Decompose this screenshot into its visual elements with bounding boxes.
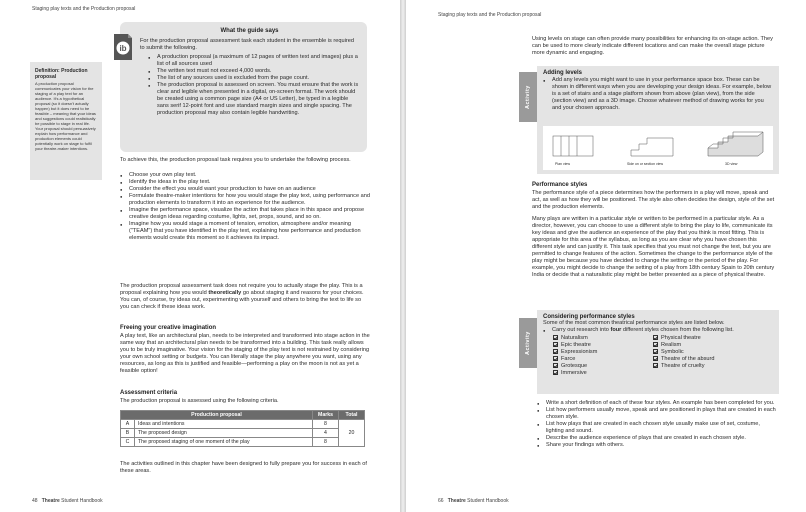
page-number: 48 [32, 498, 38, 504]
style-option [553, 356, 653, 363]
style-option [553, 349, 653, 356]
task-text: different styles chosen from the following list. [621, 327, 734, 333]
style-option [553, 363, 653, 370]
criteria-header: Total [339, 411, 365, 420]
considering-task [543, 327, 773, 334]
activity-title: Adding levels [543, 70, 583, 76]
assessment-text: go about staging it and reasons for your choices. You can, of course, try ideas out, experimenting with yourself and others to bring the text to life so you can check if these ideas work. [120, 290, 364, 310]
checkbox-icon [553, 349, 558, 354]
page-number: 66 [438, 498, 444, 504]
assessment-paragraph [120, 283, 370, 311]
checkbox-icon [553, 363, 558, 368]
task-item: ● Describe the audience experience of plays that are created in each chosen style. [537, 435, 777, 442]
styles-paragraph-1: The performance style of a piece determines how the performers in a play will move, speak and act, as well as how they will be positioned. The style also often decides the design, style of the set and the production elements. [532, 190, 775, 210]
checkbox-icon [553, 356, 558, 361]
checkbox-icon [653, 363, 658, 368]
checkbox-icon [653, 335, 658, 340]
process-item: ● Imagine how you would stage a moment of tension, emotion, atmosphere and/or meaning ("TEAM") that you have identified in the play text, explaining how performance and production elements would create this moment so it achieves its impact. [120, 221, 370, 242]
ib-guide-icon [112, 32, 134, 62]
guide-intro: For the production proposal assessment task each student in the ensemble is required to submit the following. [140, 38, 354, 51]
freeing-text: A play text, like an architectural plan, needs to be interpreted and transformed into stage action in the same way that an architectural plan needs to be transformed into a building. This task really allows you to be truly imaginative. Your vision for the staging of the play text is not restrained by considering your own school setting or budgets. You can literally stage the play anywhere you want, using any resources, as long as this is justified and feasible—performing a play on the moon is not as yet a feasible option! [120, 333, 370, 374]
right-page [406, 0, 806, 512]
levels-intro: Using levels on stage can often provide many possibilities for enhancing its on-stage action. They can be used to more clearly indicate different locations and can make the overall stage picture more dynamic and engaging. [532, 36, 773, 56]
style-option [553, 335, 653, 342]
guide-item: ● A production proposal (a maximum of 12 pages of written text and images) plus a list of all sources used [148, 54, 359, 68]
page-footer [32, 498, 103, 504]
guide-item: ● The list of any sources used is excluded from the page count. [148, 75, 359, 82]
levels-figure [543, 126, 773, 170]
style-option [653, 342, 715, 349]
assessment-emphasis: theoretically [208, 290, 242, 296]
definition-text: A production proposal communicates your vision for the staging of a play text for an audience. It's a hypothetical proposal (so it doesn't actually happen) but it does need to be feasible – meaning that your ideas and suggestions could realistically be possible to stage in real life. Your proposal should persuasively explain how performance and production elements could potentially work on stage to fulfil your theatre-maker intentions. [35, 81, 96, 151]
caption-section: Side on or section view [627, 162, 663, 166]
book-title: Student Handbook [465, 498, 509, 504]
styles-paragraph-2: Many plays are written in a particular style or written to be performed in a particular style. As a director, however, you can choose to use a different style to bring the play to life, communicate its key ideas and give the audience an experience of the play that you think is most fitting. This is appropriate for this area of the syllabus, as long as you are clear why you have chosen this different style and can justify it. This task specifies that you must not change the text, but you are permitted to change features of the action. Sometimes the change to the performance style of the play might be because you have decided to change the setting or the period of the play. For example, you might decide to change the setting of a play from 18th century Spain to 20th century India or decide that a naturalistic play might be better presented as a piece of physical theatre. [532, 216, 775, 278]
style-label: Realism [661, 342, 682, 348]
checkbox-icon [553, 342, 558, 347]
definition-term: Definition: Production proposal [35, 68, 88, 80]
styles-checklist [543, 335, 773, 377]
guide-item: ● The production proposal is assessed on screen. You must ensure that the work is clear and legible when presented in a digital, on-screen format. The work should be created using a common page size (A4 or US Letter), be typed in a legible sans serif 12-point font and use standard margin sizes and single spacing. The production proposal may also contain legible handwriting. [148, 82, 359, 117]
criterion-label: Ideas and intentions [135, 420, 313, 429]
process-item: ● Identify the ideas in the play text. [120, 179, 370, 186]
guide-box [120, 22, 367, 152]
activity-box-styles [537, 310, 779, 394]
style-label: Theatre of cruelty [661, 363, 705, 369]
table-row [121, 420, 365, 429]
style-option [553, 370, 653, 377]
criteria-header: Production proposal [121, 411, 313, 420]
style-label: Grotesque [561, 363, 588, 369]
criteria-table [120, 410, 365, 447]
style-label: Theatre of the absurd [661, 356, 715, 362]
style-label: Expressionism [561, 349, 598, 355]
process-item: ● Consider the effect you would want your production to have on an audience [120, 186, 370, 193]
process-item: ● Imagine the performance space, visualize the action that takes place in this space and propose creative design ideas regarding costume, lights, set, props, sound, and so on. [120, 207, 370, 221]
caption-plan: Plan view [555, 162, 570, 166]
levels-item: ● Add any levels you might want to use in your performance space box. These can be shown in different ways when you are developing your design ideas. For example, below is a set of stairs and a stage platform shown from above (plan view), from the side (section view) and as a 3D image. Choose whatever method of drawing works for you and your chosen approach. [543, 77, 773, 112]
style-label: Epic theatre [561, 342, 591, 348]
style-label: Farce [561, 356, 576, 362]
style-option [653, 335, 715, 342]
task-item: ● List how plays that are created in each chosen style usually make use of set, costume, lighting and sound. [537, 421, 777, 435]
guide-title: What the guide says [220, 28, 279, 34]
style-label: Physical theatre [661, 335, 701, 341]
task-text: Carry out research into [552, 327, 611, 333]
achieve-intro: To achieve this, the production proposal task requires you to undertake the following process. [120, 157, 351, 163]
levels-list [543, 77, 773, 112]
book-title-bold: Theatre [447, 498, 466, 504]
checkbox-icon [653, 342, 658, 347]
book-title-bold: Theatre [41, 498, 60, 504]
definition-box [30, 62, 102, 180]
freeing-heading: Freeing your creative imagination [120, 325, 217, 331]
checkbox-icon [553, 335, 558, 340]
style-label: Naturalism [561, 335, 588, 341]
table-row [121, 438, 365, 447]
page-footer [438, 498, 509, 504]
criteria-total: 20 [339, 420, 365, 447]
task-item: ● Write a short definition of each of these four styles. An example has been completed for you. [537, 400, 777, 407]
criterion-label: The proposed staging of one moment of the play [135, 438, 313, 447]
guide-list [140, 54, 359, 117]
activity-title: Considering performance styles [543, 314, 635, 320]
style-label: Immersive [561, 370, 587, 376]
style-option [653, 356, 715, 363]
left-page [0, 0, 400, 512]
style-option [653, 363, 715, 370]
criterion-marks: 4 [313, 429, 339, 438]
task-item: ● List how performers usually move, speak and are positioned in plays that are created in each chosen style. [537, 407, 777, 421]
checkbox-icon [653, 356, 658, 361]
criterion-marks: 8 [313, 438, 339, 447]
criteria-header: Marks [313, 411, 339, 420]
running-head: Staging play texts and the Production proposal [32, 6, 136, 12]
style-option [653, 349, 715, 356]
checkbox-icon [653, 349, 658, 354]
closing-text: The activities outlined in this chapter have been designed to fully prepare you for success in each of these areas. [120, 461, 367, 474]
activity-box-levels [537, 66, 779, 174]
criteria-heading: Assessment criteria [120, 390, 178, 396]
criterion-label: The proposed design [135, 429, 313, 438]
task-emphasis: four [610, 327, 622, 333]
checkbox-icon [553, 370, 558, 375]
considering-intro: Some of the most common theatrical performance styles are listed below. [543, 320, 725, 326]
criterion-letter: C [121, 438, 135, 447]
process-item: ● Formulate theatre-maker intentions for how you would stage the play text, using performance and production elements to transform it into an experience for the audience. [120, 193, 370, 207]
styles-heading: Performance styles [532, 182, 588, 188]
assessment-text: The production proposal assessment task does not require you to actually stage the play. This is a proposal explaining how you would [120, 283, 363, 296]
book-title: Student Handbook [59, 498, 103, 504]
criterion-marks: 8 [313, 420, 339, 429]
criteria-intro: The production proposal is assessed using the following criteria. [120, 398, 279, 404]
process-list [120, 172, 370, 242]
style-option [553, 342, 653, 349]
table-row [121, 429, 365, 438]
criterion-letter: B [121, 429, 135, 438]
criterion-letter: A [121, 420, 135, 429]
styles-column-2 [653, 335, 715, 377]
svg-text:ib: ib [119, 44, 127, 53]
task-item: ● Share your findings with others. [537, 442, 777, 449]
caption-3d: 3D view [725, 162, 738, 166]
process-item: ● Choose your own play text. [120, 172, 370, 179]
running-head: Staging play texts and the Production proposal [438, 12, 542, 18]
styles-column-1 [553, 335, 653, 377]
considering-tasks [537, 400, 777, 449]
activity-tab: Activity [519, 318, 537, 368]
considering-task-item [543, 327, 773, 334]
style-label: Symbolic [661, 349, 684, 355]
activity-tab: Activity [519, 72, 537, 122]
guide-item: ● The written text must not exceed 4,000 words. [148, 68, 359, 75]
